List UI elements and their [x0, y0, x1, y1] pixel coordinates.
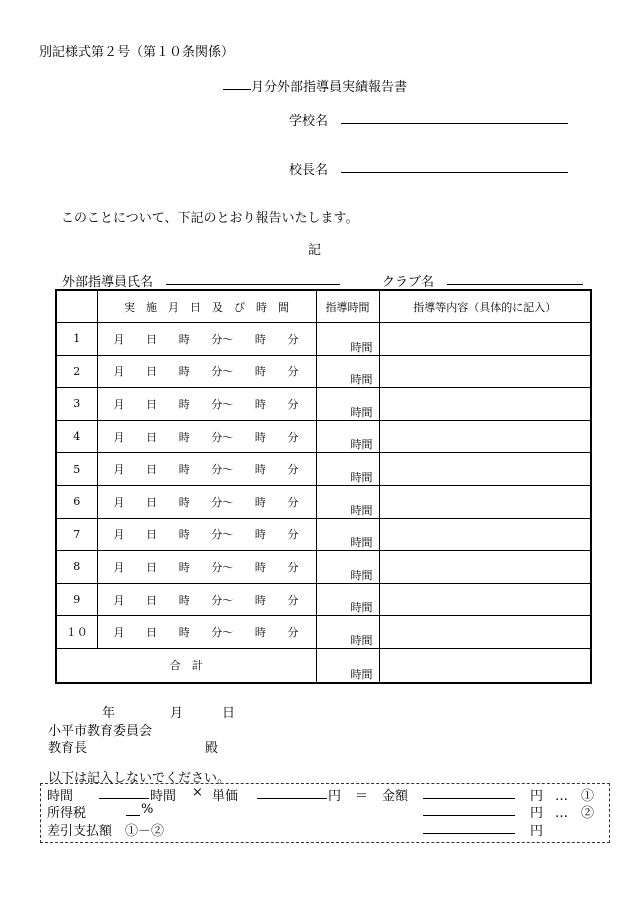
date-part-label: 分 [287, 397, 299, 411]
superintendent-label: 教育長 [48, 741, 88, 756]
date-part-label: 時 [178, 626, 190, 640]
net-payment-label: 差引支払額 ①－② [47, 824, 165, 839]
date-part-label: 月 [113, 430, 125, 444]
hours-cell[interactable] [316, 388, 379, 421]
table-row [56, 453, 591, 486]
date-time-cell[interactable] [97, 453, 316, 486]
date-part-label: 時 [178, 593, 190, 607]
hours-cell[interactable] [316, 355, 379, 388]
table-row [56, 485, 591, 518]
calc-amount-field[interactable] [423, 798, 515, 799]
calc-unit-price: 単価 [212, 789, 239, 804]
hours-cell[interactable] [316, 518, 379, 551]
date-time-cell[interactable] [97, 583, 316, 616]
date-part-label: 時 [254, 626, 266, 640]
date-part-label: 時 [178, 332, 190, 346]
date-part-label: 分 [287, 626, 299, 640]
hours-unit-label: 時間 [350, 373, 373, 387]
date-part-label: 時 [178, 528, 190, 542]
total-unit-label: 時間 [350, 667, 373, 681]
total-label: 合 計 [56, 648, 316, 683]
school-label: 学校名 [289, 114, 329, 129]
row-number: 7 [56, 518, 97, 551]
table-row [56, 388, 591, 421]
date-time-cell[interactable] [97, 616, 316, 649]
date-part-label: 分～ [211, 593, 234, 607]
hours-unit-label: 時間 [350, 568, 373, 582]
date-part-label: 分～ [211, 626, 234, 640]
club-label: クラブ名 [382, 275, 435, 290]
hours-cell[interactable] [316, 485, 379, 518]
calc-amount: 金額 [382, 789, 409, 804]
hours-cell[interactable] [316, 551, 379, 584]
date-part-label: 分～ [211, 430, 234, 444]
date-time-cell[interactable] [97, 323, 316, 356]
date-part-label: 分～ [211, 365, 234, 379]
date-part-label: 分 [287, 560, 299, 574]
table-row [56, 420, 591, 453]
calc-yen-4: 円 [530, 824, 544, 839]
row-number: 3 [56, 388, 97, 421]
office-note: 以下は記入しないでください。 [48, 771, 231, 786]
header-hours: 指導時間 [316, 290, 379, 323]
date-part-label: 時 [254, 365, 266, 379]
date-part-label: 日 [146, 332, 158, 346]
hours-unit-label: 時間 [350, 601, 373, 615]
date-part-label: 時 [254, 463, 266, 477]
content-cell[interactable] [379, 420, 591, 453]
hours-cell[interactable] [316, 323, 379, 356]
date-part-label: 月 [113, 495, 125, 509]
hours-unit-label: 時間 [350, 470, 373, 484]
marker-1: … ① [555, 789, 595, 804]
header-content: 指導等内容（具体的に記入） [379, 290, 591, 323]
club-field[interactable] [447, 284, 583, 285]
hours-cell[interactable] [316, 453, 379, 486]
date-part-label: 時 [254, 332, 266, 346]
date-time-cell[interactable] [97, 518, 316, 551]
calc-hours-label: 時間 [47, 789, 74, 804]
report-table [55, 289, 592, 684]
table-header-row [56, 290, 591, 323]
total-hours-cell[interactable] [316, 648, 379, 683]
content-cell[interactable] [379, 355, 591, 388]
content-cell[interactable] [379, 551, 591, 584]
row-number: 4 [56, 420, 97, 453]
content-cell[interactable] [379, 323, 591, 356]
date-part-label: 分～ [211, 495, 234, 509]
row-number: 6 [56, 485, 97, 518]
hours-cell[interactable] [316, 420, 379, 453]
month-blank [223, 89, 251, 90]
date-part-label: 日 [146, 560, 158, 574]
date-part-label: 分～ [211, 560, 234, 574]
date-part-label: 月 [113, 365, 125, 379]
hours-cell[interactable] [316, 583, 379, 616]
date-part-label: 日 [146, 528, 158, 542]
table-body [56, 323, 591, 683]
marker-2: … ② [555, 806, 595, 821]
date-time-cell[interactable] [97, 420, 316, 453]
hours-unit-label: 時間 [350, 536, 373, 550]
date-part-label: 日 [146, 397, 158, 411]
date-part-label: 分～ [211, 332, 234, 346]
table-row [56, 616, 591, 649]
date-part-label: 月 [113, 626, 125, 640]
header-date: 実 施 月 日 及 び 時 間 [97, 290, 316, 323]
date-month: 月 [170, 706, 184, 721]
date-part-label: 月 [113, 560, 125, 574]
date-part-label: 時 [178, 463, 190, 477]
table-row [56, 355, 591, 388]
percent-sign: % [141, 802, 154, 817]
date-part-label: 分 [287, 463, 299, 477]
date-part-label: 分 [287, 430, 299, 444]
date-part-label: 分～ [211, 463, 234, 477]
date-part-label: 時 [254, 397, 266, 411]
calc-price-field[interactable] [257, 798, 327, 799]
total-content-cell [379, 648, 591, 683]
table-row [56, 323, 591, 356]
date-part-label: 時 [254, 528, 266, 542]
hours-unit-label: 時間 [350, 438, 373, 452]
date-part-label: 時 [254, 430, 266, 444]
row-number: 1 [56, 323, 97, 356]
date-part-label: 月 [113, 528, 125, 542]
content-cell[interactable] [379, 518, 591, 551]
date-part-label: 分～ [211, 528, 234, 542]
date-time-cell[interactable] [97, 485, 316, 518]
row-number: １０ [56, 616, 97, 649]
table-row [56, 518, 591, 551]
date-part-label: 日 [146, 495, 158, 509]
date-time-cell[interactable] [97, 355, 316, 388]
income-tax-label: 所得税 [47, 806, 87, 821]
date-part-label: 日 [146, 463, 158, 477]
date-part-label: 時 [254, 560, 266, 574]
date-time-cell[interactable] [97, 551, 316, 584]
hours-unit-label: 時間 [350, 340, 373, 354]
date-part-label: 時 [178, 397, 190, 411]
date-part-label: 分 [287, 593, 299, 607]
calc-yen-1: 円 [328, 789, 342, 804]
date-part-label: 分 [287, 495, 299, 509]
date-part-label: 月 [113, 593, 125, 607]
date-part-label: 分～ [211, 397, 234, 411]
header-number [56, 290, 97, 323]
date-part-label: 分 [287, 332, 299, 346]
instructor-label: 外部指導員氏名 [62, 275, 154, 290]
ki-heading: 記 [308, 243, 322, 258]
table-row [56, 583, 591, 616]
date-part-label: 月 [113, 397, 125, 411]
instructor-field[interactable] [166, 284, 340, 285]
date-part-label: 時 [178, 560, 190, 574]
content-cell[interactable] [379, 485, 591, 518]
total-row [56, 648, 591, 683]
net-payment-field[interactable] [423, 833, 515, 834]
date-part-label: 時 [254, 593, 266, 607]
date-part-label: 日 [146, 430, 158, 444]
date-part-label: 月 [113, 332, 125, 346]
hours-cell[interactable] [316, 616, 379, 649]
principal-label: 校長名 [289, 163, 329, 178]
calc-hours-unit: 時間 [150, 789, 177, 804]
row-number: 2 [56, 355, 97, 388]
calc-hours-field[interactable] [99, 798, 149, 799]
date-day: 日 [222, 706, 236, 721]
date-time-cell[interactable] [97, 388, 316, 421]
date-part-label: 時 [254, 495, 266, 509]
tax-rate-field[interactable] [126, 815, 140, 816]
calc-yen-3: 円 [530, 806, 544, 821]
hours-unit-label: 時間 [350, 405, 373, 419]
date-part-label: 分 [287, 528, 299, 542]
table-row [56, 551, 591, 584]
calc-yen-2: 円 [530, 789, 544, 804]
tax-amount-field[interactable] [423, 815, 515, 816]
date-part-label: 分 [287, 365, 299, 379]
date-part-label: 月 [113, 463, 125, 477]
date-part-label: 日 [146, 626, 158, 640]
content-cell[interactable] [379, 388, 591, 421]
calc-times: × [192, 785, 203, 800]
page-title: 月分外部指導員実績報告書 [251, 80, 408, 95]
row-number: 5 [56, 453, 97, 486]
hours-unit-label: 時間 [350, 633, 373, 647]
hours-unit-label: 時間 [350, 503, 373, 517]
date-part-label: 日 [146, 365, 158, 379]
row-number: 9 [56, 583, 97, 616]
date-part-label: 日 [146, 593, 158, 607]
date-year: 年 [102, 706, 116, 721]
content-cell[interactable] [379, 583, 591, 616]
committee-name: 小平市教育委員会 [48, 724, 153, 739]
date-part-label: 時 [178, 365, 190, 379]
content-cell[interactable] [379, 616, 591, 649]
date-part-label: 時 [178, 430, 190, 444]
principal-field[interactable] [341, 172, 568, 173]
intro-text: このことについて、下記のとおり報告いたします。 [61, 211, 359, 226]
form-number: 別記様式第２号（第１０条関係） [39, 45, 235, 60]
row-number: 8 [56, 551, 97, 584]
dono-text: 殿 [205, 741, 219, 756]
content-cell[interactable] [379, 453, 591, 486]
calc-equals: ＝ [355, 789, 369, 804]
school-field[interactable] [341, 123, 568, 124]
date-part-label: 時 [178, 495, 190, 509]
